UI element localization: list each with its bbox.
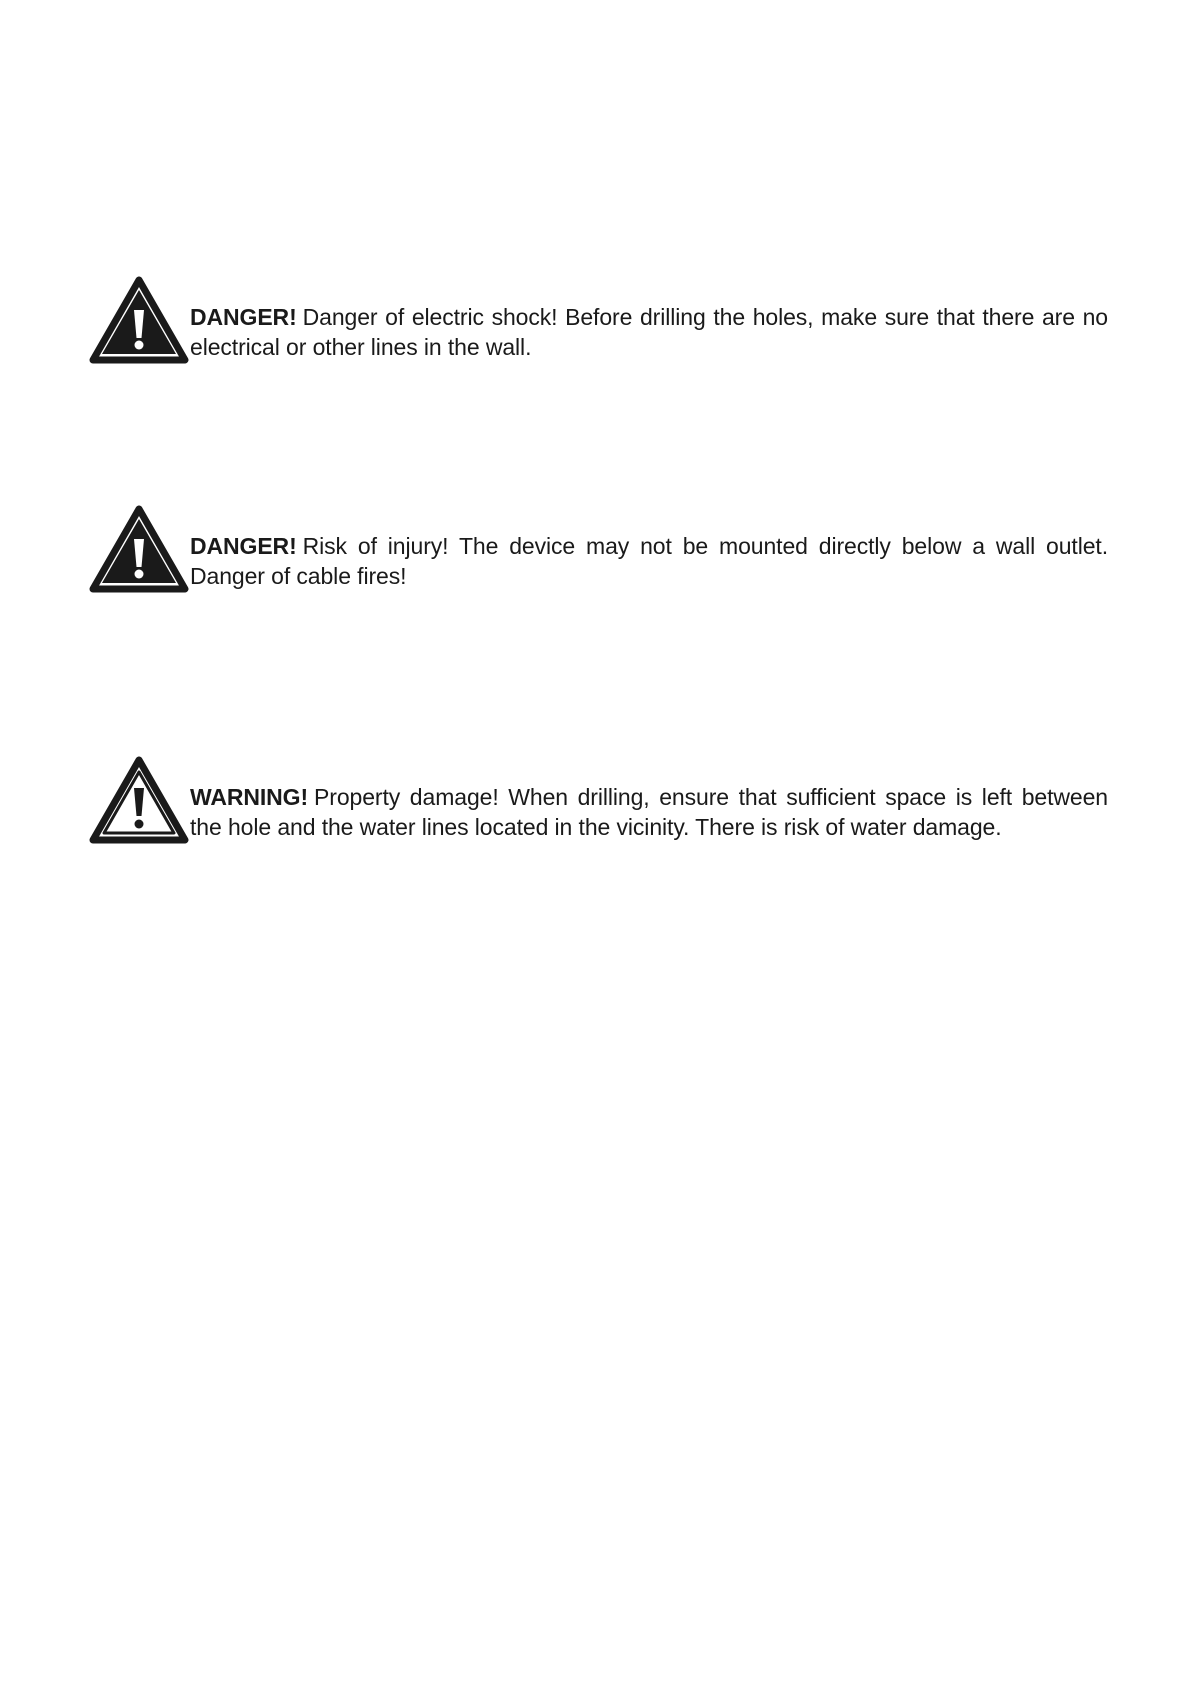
warning-triangle-icon [88, 503, 190, 597]
danger-notice-injury [88, 531, 1108, 597]
notice-keyword: DANGER! [190, 533, 297, 559]
notice-text [190, 531, 1108, 591]
warning-notice-property-damage [88, 782, 1108, 848]
notice-message: Risk of injury! The device may not be mounted directly below a wall outlet. Danger of cable fires! [190, 533, 1108, 589]
notice-message: Property damage! When drilling, ensure that sufficient space is left between the hole and the water lines located in the vicinity. There is risk of water damage. [190, 784, 1108, 840]
notice-message: Danger of electric shock! Before drilling the holes, make sure that there are no electrical or other lines in the wall. [190, 304, 1108, 360]
warning-triangle-icon [88, 274, 190, 368]
notice-text [190, 782, 1108, 842]
notice-keyword: DANGER! [190, 304, 297, 330]
notice-keyword: WARNING! [190, 784, 309, 810]
warning-triangle-outline-icon [88, 754, 190, 848]
danger-notice-electric-shock [88, 302, 1108, 368]
notice-text [190, 302, 1108, 362]
